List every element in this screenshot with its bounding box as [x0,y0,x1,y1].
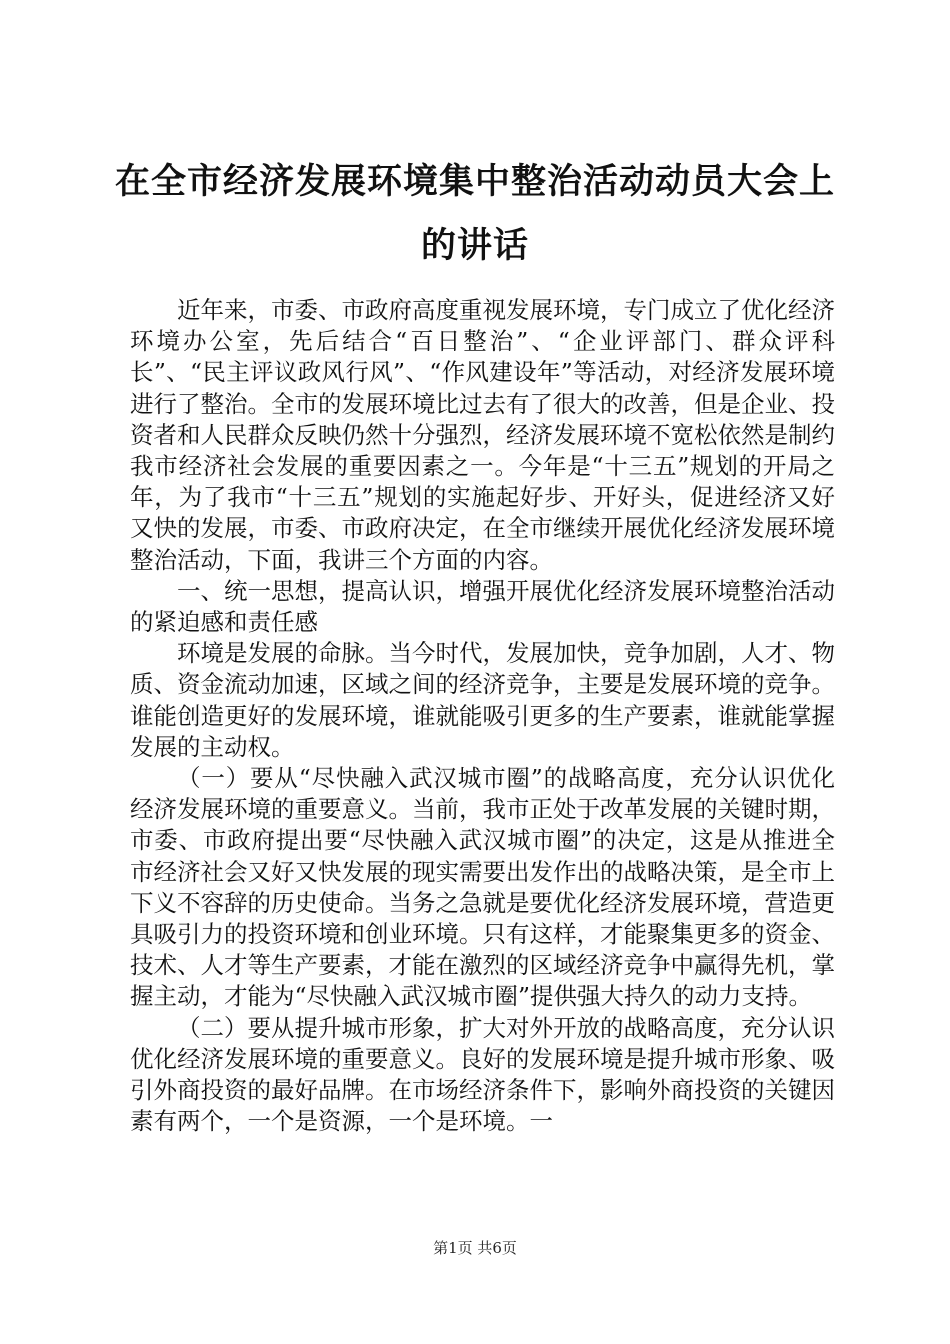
document-body [130,295,835,1137]
page-number-footer: 第1页 共6页 [433,1239,517,1257]
paragraph-intro: 近年来，市委、市政府高度重视发展环境，专门成立了优化经济环境办公室，先后结合“百日整治”、“企业评部门、群众评科长”、“民主评议政风行风”、“作风建设年”等活动，对经济发展环境进行了整治。全市的发展环境比过去有了很大的改善，但是企业、投资者和人民群众反映仍然十分强烈，经济发展环境不宽松依然是制约我市经济社会发展的重要因素之一。今年是“十三五”规划的开局之年，为了我市“十三五”规划的实施起好步、开好头，促进经济又好又快的发展，市委、市政府决定，在全市继续开展优化经济发展环境整治活动，下面，我讲三个方面的内容。 [130,296,835,574]
paragraph-environment: 环境是发展的命脉。当今时代，发展加快，竞争加剧，人才、物质、资金流动加速，区域之间的经济竞争，主要是发展环境的竞争。谁能创造更好的发展环境，谁就能吸引更多的生产要素，谁就能掌握发展的主动权。 [130,639,835,761]
document-title: 在全市经济发展环境集中整治活动动员大会上的讲话 [114,162,835,266]
section-heading-1: 一、统一思想，提高认识，增强开展优化经济发展环境整治活动的紧迫感和责任感 [130,576,835,637]
paragraph-point-1: （一）要从“尽快融入武汉城市圈”的战略高度，充分认识优化经济发展环境的重要意义。当前，我市正处于改革发展的关键时期，市委、市政府提出要“尽快融入武汉城市圈”的决定，这是从推进全市经济社会又好又快发展的现实需要出发作出的战略决策，是全市上下义不容辞的历史使命。当务之急就是要优化经济发展环境，营造更具吸引力的投资环境和创业环境。只有这样，才能聚集更多的资金、技术、人才等生产要素，才能在激烈的区域经济竞争中赢得先机，掌握主动，才能为“尽快融入武汉城市圈”提供强大持久的动力支持。 [130,764,835,1011]
paragraph-point-2: （二）要从提升城市形象，扩大对外开放的战略高度，充分认识优化经济发展环境的重要意义。良好的发展环境是提升城市形象、吸引外商投资的最好品牌。在市场经济条件下，影响外商投资的关键因素有两个，一个是资源，一个是环境。一 [130,1013,835,1136]
